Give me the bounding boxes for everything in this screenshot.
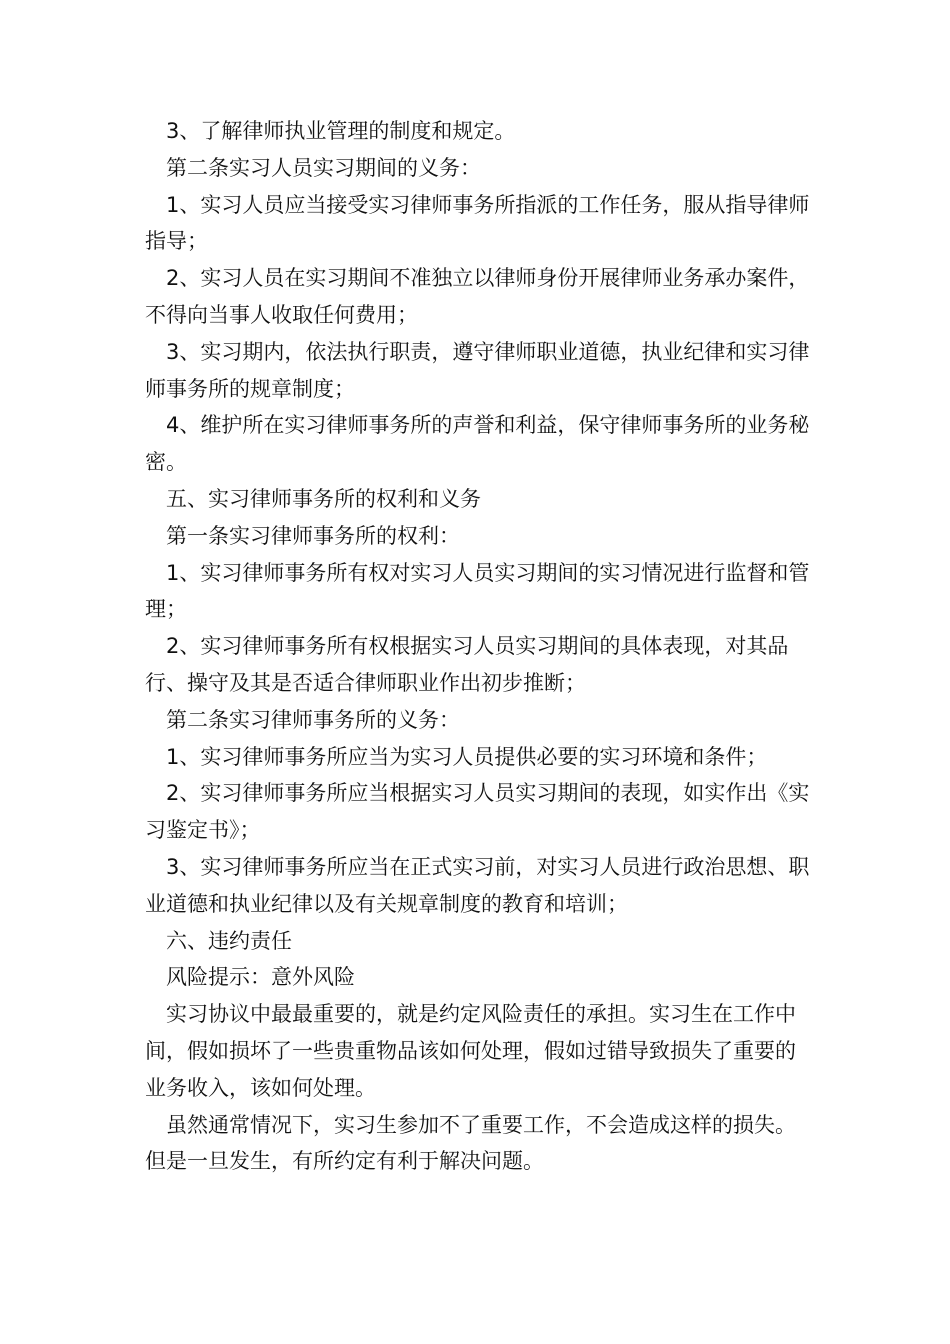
paragraph-8: 第一条实习律师事务所的权利： — [166, 523, 460, 548]
document-body — [145, 113, 815, 1180]
paragraph-17: 实习协议中最最重要的，就是约定风险责任的承担。实习生在工作中间，假如损坏了一些贵重物品该如何处理，假如过错导致损失了重要的业务收入，该如何处理。 — [145, 1002, 796, 1100]
paragraph-6: 4、维护所在实习律师事务所的声誉和利益，保守律师事务所的业务秘密。 — [145, 413, 810, 475]
section-heading-6: 六、违约责任 — [166, 928, 292, 953]
paragraph-4: 2、实习人员在实习期间不准独立以律师身份开展律师业务承办案件，不得向当事人收取任何费用； — [145, 266, 810, 327]
paragraph-2: 第二条实习人员实习期间的义务： — [166, 155, 481, 180]
paragraph-11: 第二条实习律师事务所的义务： — [166, 707, 460, 732]
paragraph-14: 3、实习律师事务所应当在正式实习前，对实习人员进行政治思想、职业道德和执业纪律以及有关规章制度的教育和培训； — [145, 854, 810, 916]
paragraph-10: 2、实习律师事务所有权根据实习人员实习期间的具体表现，对其品行、操守及其是否适合律师职业作出初步推断； — [145, 634, 789, 695]
paragraph-12: 1、实习律师事务所应当为实习人员提供必要的实习环境和条件； — [166, 744, 768, 769]
paragraph-1: 3、了解律师执业管理的制度和规定。 — [166, 119, 516, 143]
paragraph-5: 3、实习期内，依法执行职责，遵守律师职业道德，执业纪律和实习律师事务所的规章制度； — [145, 339, 810, 401]
paragraph-3: 1、实习人员应当接受实习律师事务所指派的工作任务，服从指导律师指导； — [145, 192, 810, 254]
paragraph-13: 2、实习律师事务所应当根据实习人员实习期间的表现，如实作出《实习鉴定书》； — [145, 781, 810, 843]
paragraph-18: 虽然通常情况下，实习生参加不了重要工作，不会造成这样的损失。但是一旦发生，有所约定有利于解决问题。 — [145, 1112, 796, 1174]
section-heading-5: 五、实习律师事务所的权利和义务 — [166, 486, 481, 511]
paragraph-9: 1、实习律师事务所有权对实习人员实习期间的实习情况进行监督和管理； — [145, 560, 810, 622]
risk-note: 风险提示：意外风险 — [166, 965, 355, 990]
